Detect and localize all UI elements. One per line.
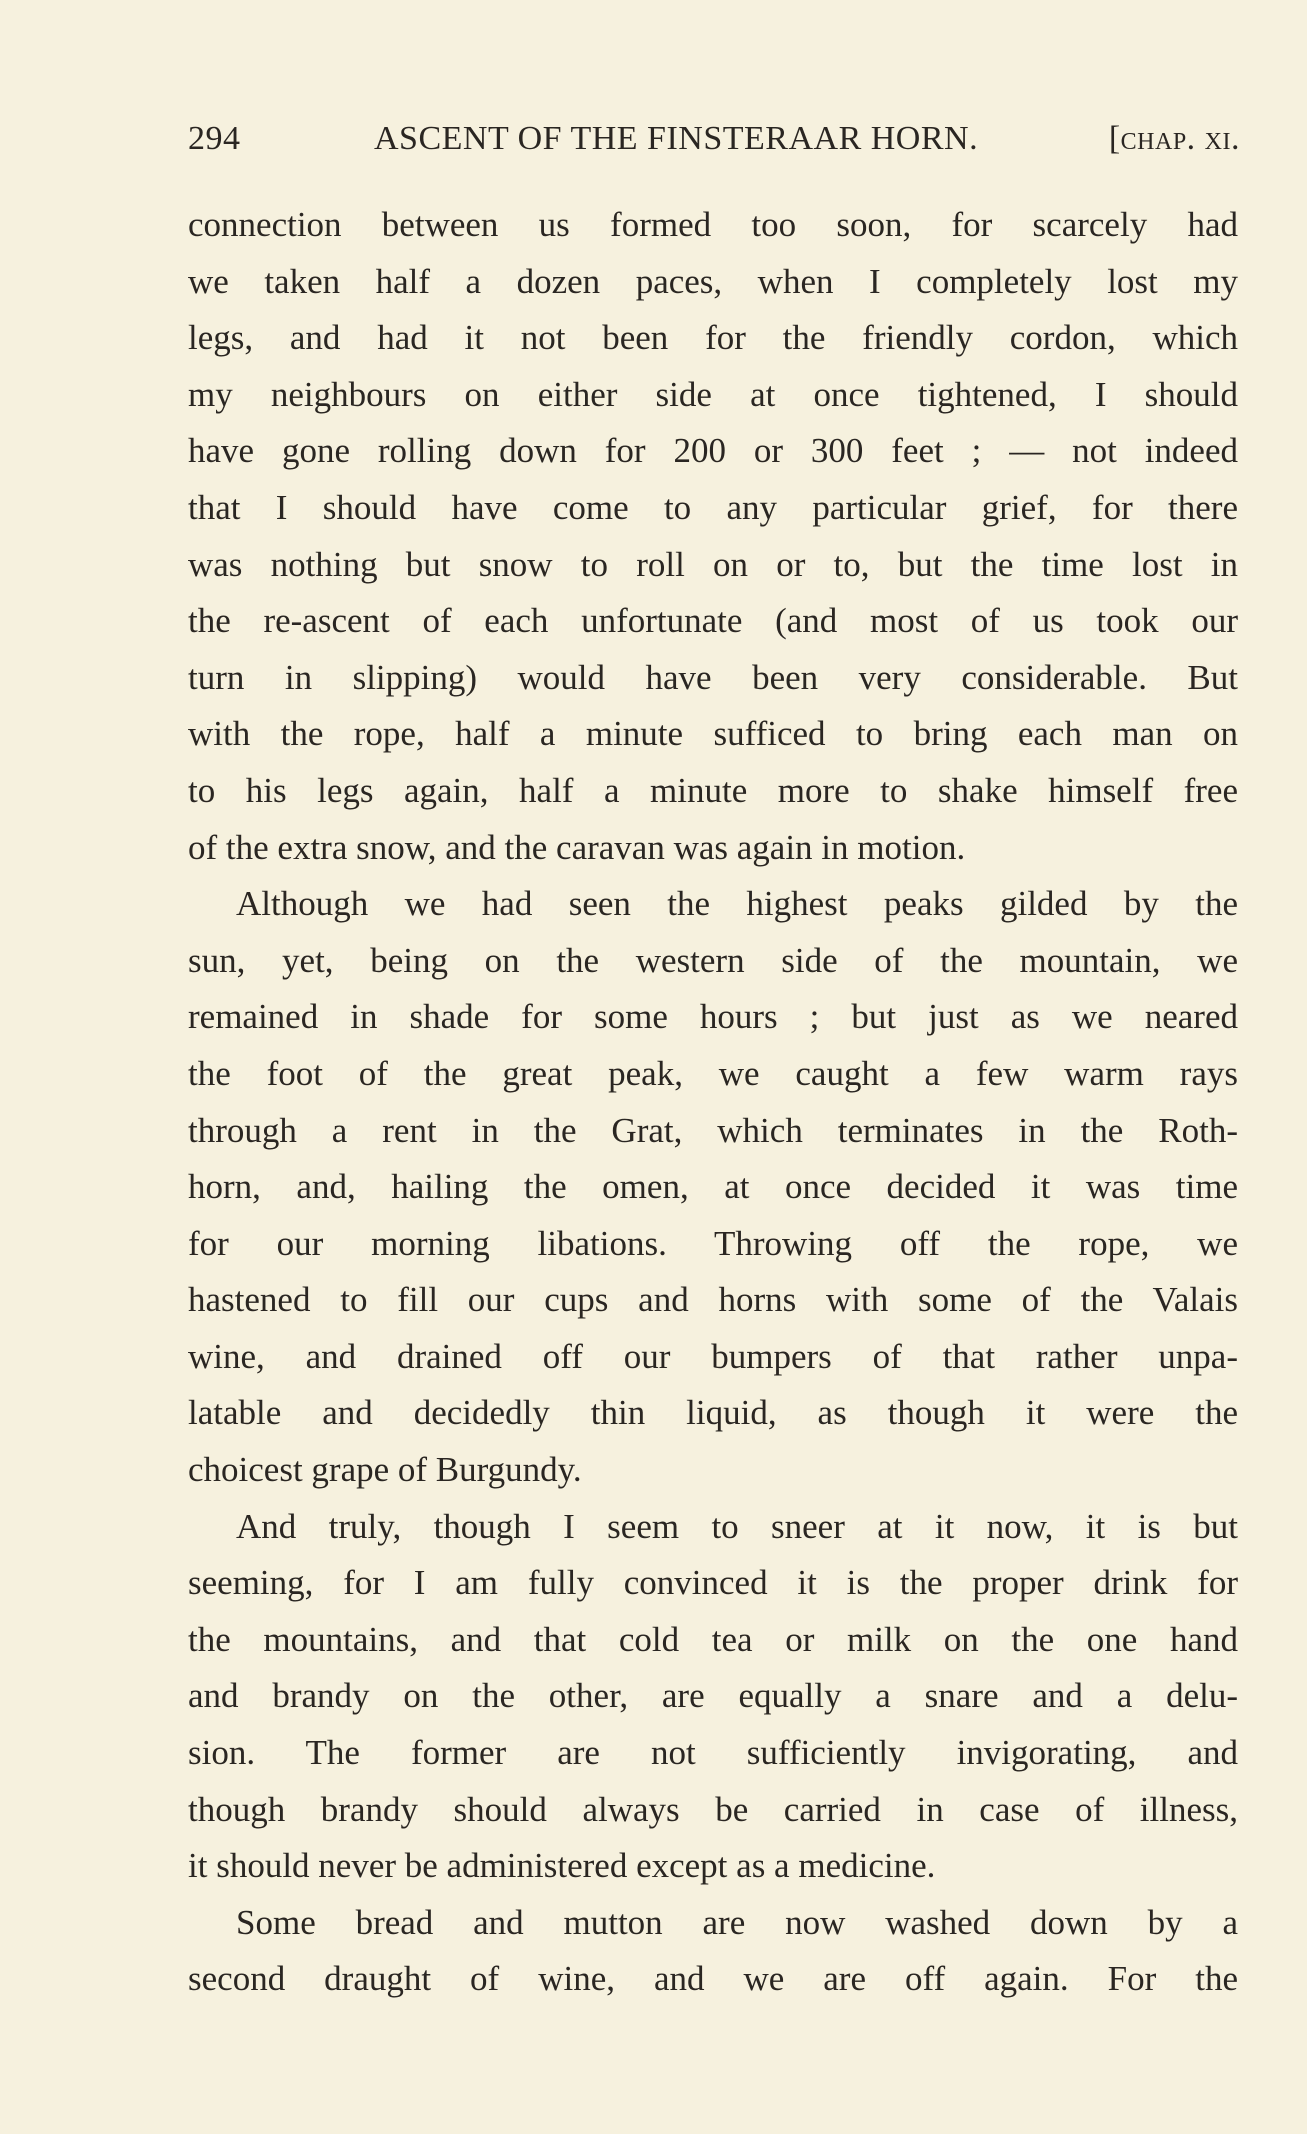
text-line: and brandy on the other, are equally a snare and a delu- xyxy=(188,1676,1238,1716)
running-head xyxy=(188,120,1240,170)
text-line: legs, and had it not been for the friendly cordon, which xyxy=(188,318,1238,358)
running-title: ASCENT OF THE FINSTERAAR HORN. xyxy=(374,120,979,157)
text-line: my neighbours on either side at once tightened, I should xyxy=(188,374,1238,414)
text-line: seeming, for I am fully convinced it is the proper drink for xyxy=(188,1563,1238,1603)
text-line: was nothing but snow to roll on or to, but the time lost in xyxy=(188,544,1238,584)
text-line: have gone rolling down for 200 or 300 feet ; — not indeed xyxy=(188,431,1238,471)
text-line: hastened to fill our cups and horns with some of the Valais xyxy=(188,1280,1238,1320)
text-line: that I should have come to any particular grief, for there xyxy=(188,487,1238,527)
text-line: connection between us formed too soon, for scarcely had xyxy=(188,205,1238,244)
text-line: we taken half a dozen paces, when I completely lost my xyxy=(188,261,1238,301)
text-line: turn in slipping) would have been very considerable. But xyxy=(188,657,1238,697)
text-line: Although we had seen the highest peaks gilded by the xyxy=(236,884,1238,924)
text-line: the mountains, and that cold tea or milk on the one hand xyxy=(188,1619,1238,1659)
text-line: horn, and, hailing the omen, at once decided it was time xyxy=(188,1167,1238,1207)
text-line: Some bread and mutton are now washed down by a xyxy=(236,1902,1238,1942)
text-line: latable and decidedly thin liquid, as though it were the xyxy=(188,1393,1238,1433)
text-line: the foot of the great peak, we caught a few warm rays xyxy=(188,1053,1238,1093)
chapter-reference: [chap. xi. xyxy=(1108,120,1240,157)
text-line: it should never be administered except as a medicine. xyxy=(188,1846,936,1886)
text-line: for our morning libations. Throwing off the rope, we xyxy=(188,1223,1238,1263)
text-line: with the rope, half a minute sufficed to bring each man on xyxy=(188,714,1238,754)
text-line: of the extra snow, and the caravan was again in motion. xyxy=(188,827,966,867)
text-line: to his legs again, half a minute more to shake himself free xyxy=(188,770,1238,810)
text-line: And truly, though I seem to sneer at it now, it is but xyxy=(236,1506,1238,1546)
text-line: remained in shade for some hours ; but just as we neared xyxy=(188,997,1238,1037)
paragraph-1 xyxy=(188,197,1238,876)
text-line: though brandy should always be carried in case of illness, xyxy=(188,1789,1238,1829)
text-line: sun, yet, being on the western side of the mountain, we xyxy=(188,940,1238,980)
body-text xyxy=(188,197,1238,2008)
text-line: wine, and drained off our bumpers of that rather unpa- xyxy=(188,1336,1238,1376)
paragraph-4 xyxy=(188,1895,1238,2008)
text-line: sion. The former are not sufficiently invigorating, and xyxy=(188,1733,1238,1773)
text-line: choicest grape of Burgundy. xyxy=(188,1450,582,1490)
text-line: through a rent in the Grat, which terminates in the Roth- xyxy=(188,1110,1238,1150)
text-line: second draught of wine, and we are off again. For the xyxy=(188,1959,1238,1999)
paragraph-3 xyxy=(188,1499,1238,1895)
page-number: 294 xyxy=(188,120,241,157)
text-line: the re-ascent of each unfortunate (and most of us took our xyxy=(188,601,1238,641)
paragraph-2 xyxy=(188,876,1238,1499)
